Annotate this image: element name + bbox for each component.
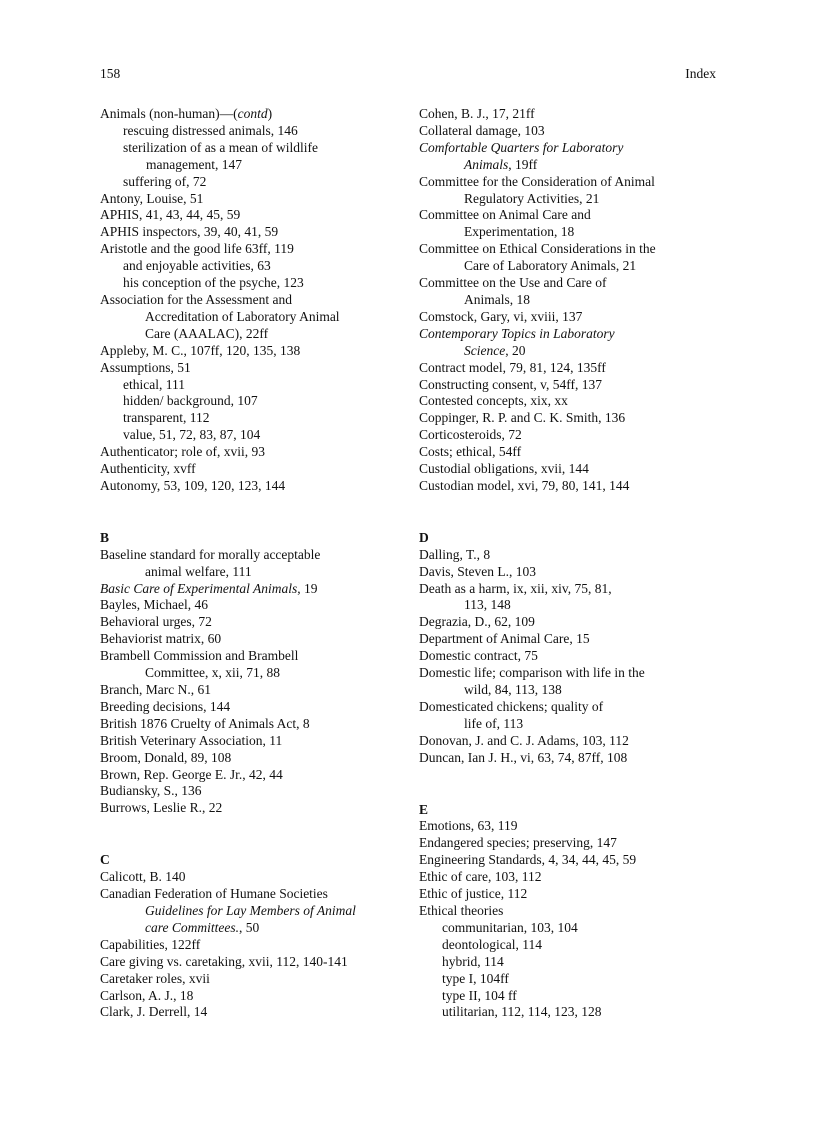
index-entry: Ethical theories bbox=[419, 902, 504, 918]
index-entry: Antony, Louise, 51 bbox=[100, 190, 204, 206]
index-section-d bbox=[419, 530, 729, 767]
index-entry: Constructing consent, v, 54ff, 137 bbox=[419, 376, 602, 392]
index-entry: Bayles, Michael, 46 bbox=[100, 597, 208, 613]
index-entry: Behavioral urges, 72 bbox=[100, 614, 212, 630]
index-subentry: type I, 104ff bbox=[442, 970, 509, 986]
index-entry: Comstock, Gary, vi, xviii, 137 bbox=[419, 308, 583, 324]
index-entry: Engineering Standards, 4, 34, 44, 45, 59 bbox=[419, 852, 637, 868]
index-section-c-continued bbox=[419, 106, 729, 495]
index-entry: Domestic contract, 75 bbox=[419, 648, 538, 664]
index-entry: Authenticator; role of, xvii, 93 bbox=[100, 444, 265, 460]
index-entry: Cohen, B. J., 17, 21ff bbox=[419, 106, 535, 121]
index-entry: Baseline standard for morally acceptable animal welfare, 111 bbox=[100, 546, 321, 579]
index-entry: Animals (non-human)—(contd) bbox=[100, 106, 273, 121]
index-section-a-continued bbox=[100, 106, 410, 495]
index-entry: Domestic life; comparison with life in the wild, 84, 113, 138 bbox=[419, 665, 645, 697]
index-entry: Custodial obligations, xvii, 144 bbox=[419, 461, 589, 477]
index-entry: British 1876 Cruelty of Animals Act, 8 bbox=[100, 715, 310, 731]
index-subentry: sterilization of as a mean of wildlife management, 147 bbox=[123, 139, 318, 172]
index-entry: Corticosteroids, 72 bbox=[419, 427, 522, 443]
index-entry: Ethic of justice, 112 bbox=[419, 886, 528, 902]
index-entry: Budiansky, S., 136 bbox=[100, 783, 202, 799]
index-entry: Autonomy, 53, 109, 120, 123, 144 bbox=[100, 477, 286, 493]
index-section-b bbox=[100, 530, 410, 817]
index-subentry: communitarian, 103, 104 bbox=[442, 919, 578, 935]
index-entry: Canadian Federation of Humane Societies Guidelines for Lay Members of Animal care Committees., 50 bbox=[100, 886, 356, 935]
index-entry: Capabilities, 122ff bbox=[100, 936, 201, 952]
index-subentry: suffering of, 72 bbox=[123, 173, 207, 189]
page-number: 158 bbox=[100, 66, 121, 81]
index-entry: Behaviorist matrix, 60 bbox=[100, 631, 222, 647]
index-entry: Brown, Rep. George E. Jr., 42, 44 bbox=[100, 766, 283, 782]
index-entry: Comfortable Quarters for Laboratory Animals, 19ff bbox=[419, 139, 624, 172]
index-subentry: rescuing distressed animals, 146 bbox=[123, 122, 298, 138]
index-entry: Calicott, B. 140 bbox=[100, 869, 186, 885]
section-letter: B bbox=[100, 529, 110, 545]
index-subentry: and enjoyable activities, 63 bbox=[123, 258, 271, 274]
index-entry: APHIS, 41, 43, 44, 45, 59 bbox=[100, 207, 241, 223]
index-entry: Davis, Steven L., 103 bbox=[419, 563, 536, 579]
index-entry: Committee for the Consideration of Animal Regulatory Activities, 21 bbox=[419, 173, 655, 206]
running-head: Index bbox=[685, 66, 716, 81]
index-subentry: value, 51, 72, 83, 87, 104 bbox=[123, 427, 261, 443]
index-entry: Assumptions, 51 bbox=[100, 359, 191, 375]
index-entry: British Veterinary Association, 11 bbox=[100, 732, 283, 748]
index-entry: Death as a harm, ix, xii, xiv, 75, 81, 113, 148 bbox=[419, 580, 612, 613]
index-entry: Committee on Animal Care and Experimentation, 18 bbox=[419, 207, 591, 240]
index-entry: Care giving vs. caretaking, xvii, 112, 140-141 bbox=[100, 953, 348, 969]
index-subentry: his conception of the psyche, 123 bbox=[123, 275, 304, 291]
index-entry: Costs; ethical, 54ff bbox=[419, 444, 522, 460]
index-entry: Branch, Marc N., 61 bbox=[100, 682, 211, 697]
index-entry: Committee on Ethical Considerations in the Care of Laboratory Animals, 21 bbox=[419, 241, 656, 274]
index-entry: Duncan, Ian J. H., vi, 63, 74, 87ff, 108 bbox=[419, 749, 628, 765]
index-entry: Donovan, J. and C. J. Adams, 103, 112 bbox=[419, 732, 629, 748]
index-subentry: ethical, 111 bbox=[123, 376, 185, 392]
index-subentry: transparent, 112 bbox=[123, 410, 210, 426]
section-letter: E bbox=[419, 801, 429, 817]
index-entry: Breeding decisions, 144 bbox=[100, 698, 231, 714]
index-entry: Broom, Donald, 89, 108 bbox=[100, 749, 232, 765]
index-entry: Department of Animal Care, 15 bbox=[419, 631, 590, 647]
index-entry: Burrows, Leslie R., 22 bbox=[100, 800, 223, 816]
index-subentry: deontological, 114 bbox=[442, 936, 542, 952]
index-entry: Carlson, A. J., 18 bbox=[100, 987, 194, 1003]
index-entry: Domesticated chickens; quality of life of, 113 bbox=[419, 698, 604, 731]
index-entry: Dalling, T., 8 bbox=[419, 546, 491, 562]
index-entry: Ethic of care, 103, 112 bbox=[419, 869, 542, 885]
index-entry: Endangered species; preserving, 147 bbox=[419, 835, 617, 851]
index-entry: Contract model, 79, 81, 124, 135ff bbox=[419, 359, 606, 375]
index-entry: Basic Care of Experimental Animals, 19 bbox=[100, 580, 318, 596]
index-entry: Clark, J. Derrell, 14 bbox=[100, 1004, 208, 1020]
index-entry: Degrazia, D., 62, 109 bbox=[419, 614, 535, 630]
index-entry: Caretaker roles, xvii bbox=[100, 970, 210, 986]
section-letter: D bbox=[419, 529, 429, 545]
section-letter: C bbox=[100, 852, 110, 868]
index-entry: Authenticity, xvff bbox=[100, 461, 196, 477]
index-subentry: utilitarian, 112, 114, 123, 128 bbox=[442, 1004, 602, 1020]
index-entry: Brambell Commission and Brambell Committee, x, xii, 71, 88 bbox=[100, 648, 299, 681]
index-subentry: type II, 104 ff bbox=[442, 987, 517, 1003]
index-entry: Contested concepts, xix, xx bbox=[419, 393, 568, 409]
index-entry: Aristotle and the good life 63ff, 119 bbox=[100, 241, 294, 257]
index-column-right bbox=[419, 106, 729, 1021]
index-entry: Custodian model, xvi, 79, 80, 141, 144 bbox=[419, 477, 630, 493]
index-entry: Association for the Assessment and Accreditation of Laboratory Animal Care (AAALAC), 22ff bbox=[100, 291, 340, 341]
index-subentry: hybrid, 114 bbox=[442, 953, 504, 969]
index-entry: Coppinger, R. P. and C. K. Smith, 136 bbox=[419, 410, 626, 426]
index-entry: Emotions, 63, 119 bbox=[419, 818, 518, 834]
index-subentry: hidden/ background, 107 bbox=[123, 393, 258, 409]
index-section-c bbox=[100, 852, 410, 1021]
index-column-left bbox=[100, 106, 410, 1021]
index-section-e bbox=[419, 802, 729, 1022]
index-entry: Committee on the Use and Care of Animals, 18 bbox=[419, 275, 607, 307]
index-entry: Appleby, M. C., 107ff, 120, 135, 138 bbox=[100, 342, 301, 358]
index-entry: Collateral damage, 103 bbox=[419, 122, 545, 138]
index-entry: Contemporary Topics in Laboratory Science, 20 bbox=[419, 325, 615, 358]
index-entry: APHIS inspectors, 39, 40, 41, 59 bbox=[100, 224, 279, 240]
